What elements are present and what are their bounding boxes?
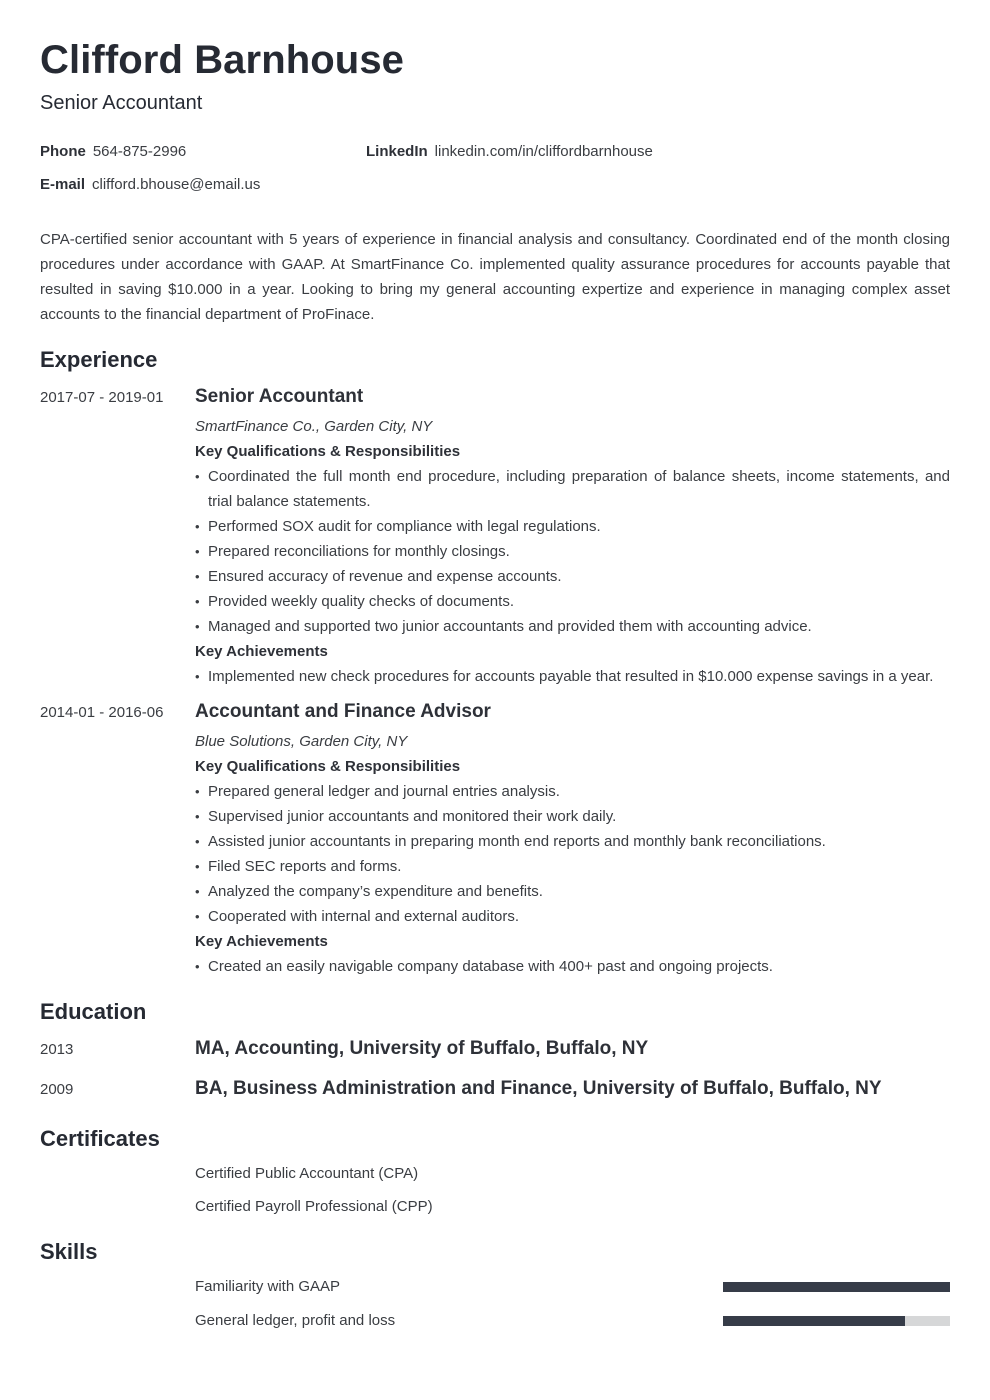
list-item: • Performed SOX audit for compliance with legal regulations. [195, 514, 950, 539]
phone-label: Phone [40, 143, 86, 160]
job-title: Senior Accountant [195, 386, 364, 407]
list-item: • Prepared reconciliations for monthly closings. [195, 539, 950, 564]
education-year: 2013 [40, 1041, 74, 1058]
job-entry [195, 700, 950, 979]
contact-phone [40, 142, 186, 162]
list-item: • Created an easily navigable company database with 400+ past and ongoing projects. [195, 954, 950, 979]
section-heading-experience: Experience [40, 347, 158, 372]
achievements-heading: Key Achievements [195, 933, 328, 950]
list-item: • Supervised junior accountants and monitored their work daily. [195, 804, 950, 829]
education-year: 2009 [40, 1081, 74, 1098]
achievements-heading: Key Achievements [195, 643, 328, 660]
list-item: • Ensured accuracy of revenue and expense accounts. [195, 564, 950, 589]
responsibilities-list [195, 464, 950, 639]
linkedin-link[interactable]: linkedin.com/in/cliffordbarnhouse [434, 143, 653, 160]
responsibilities-list [195, 779, 950, 929]
list-item: • Managed and supported two junior accountants and provided them with accounting advice. [195, 614, 950, 639]
job-dates: 2017-07 - 2019-01 [40, 389, 164, 406]
linkedin-label: LinkedIn [366, 143, 428, 160]
job-entry [195, 385, 950, 689]
education-degree: BA, Business Administration and Finance, University of Buffalo, Buffalo, NY [195, 1078, 882, 1099]
job-company: Blue Solutions, Garden City, NY [195, 733, 408, 750]
education-degree: MA, Accounting, University of Buffalo, Buffalo, NY [195, 1038, 649, 1059]
list-item: • Prepared general ledger and journal entries analysis. [195, 779, 950, 804]
skill-name: Familiarity with GAAP [195, 1278, 341, 1295]
list-item: • Coordinated the full month end procedure, including preparation of balance sheets, income statements, and trial balance statements. [195, 464, 950, 514]
contact-linkedin [366, 142, 653, 162]
responsibilities-heading: Key Qualifications & Responsibilities [195, 443, 461, 460]
skill-level-bar [723, 1316, 950, 1326]
candidate-title: Senior Accountant [40, 92, 203, 114]
section-heading-skills: Skills [40, 1239, 98, 1264]
job-title: Accountant and Finance Advisor [195, 701, 491, 722]
profile-summary: CPA-certified senior accountant with 5 years of experience in financial analysis and consultancy. Coordinated end of the month closing procedures under accordance with GAAP. At SmartFinance Co. implemented quality assurance procedures for accounts payable that resulted in saving $10.000 in a year. Looking to bring my general accounting expertize and experience in managing complex asset accounts to the financial department of ProFinace. [40, 231, 950, 323]
skill-level-fill [723, 1316, 905, 1326]
email-link[interactable]: clifford.bhouse@email.us [92, 176, 261, 193]
achievements-list [195, 954, 950, 979]
section-heading-education: Education [40, 999, 147, 1024]
section-heading-certificates: Certificates [40, 1126, 160, 1151]
list-item: • Analyzed the company’s expenditure and benefits. [195, 879, 950, 904]
list-item: • Filed SEC reports and forms. [195, 854, 950, 879]
contact-email [40, 175, 260, 195]
job-dates: 2014-01 - 2016-06 [40, 704, 164, 721]
list-item: • Implemented new check procedures for accounts payable that resulted in $10.000 expense savings in a year. [195, 664, 950, 689]
skill-level-fill [723, 1282, 950, 1292]
candidate-name: Clifford Barnhouse [40, 38, 405, 82]
responsibilities-heading: Key Qualifications & Responsibilities [195, 758, 461, 775]
email-label: E-mail [40, 176, 86, 193]
skill-name: General ledger, profit and loss [195, 1312, 396, 1329]
certificate-item: Certified Public Accountant (CPA) [195, 1165, 419, 1182]
list-item: • Provided weekly quality checks of documents. [195, 589, 950, 614]
phone-value: 564-875-2996 [92, 143, 187, 160]
list-item: • Cooperated with internal and external auditors. [195, 904, 950, 929]
certificate-item: Certified Payroll Professional (CPP) [195, 1198, 433, 1215]
skill-level-bar [723, 1282, 950, 1292]
achievements-list [195, 664, 950, 689]
list-item: • Assisted junior accountants in preparing month end reports and monthly bank reconciliations. [195, 829, 950, 854]
job-company: SmartFinance Co., Garden City, NY [195, 418, 433, 435]
